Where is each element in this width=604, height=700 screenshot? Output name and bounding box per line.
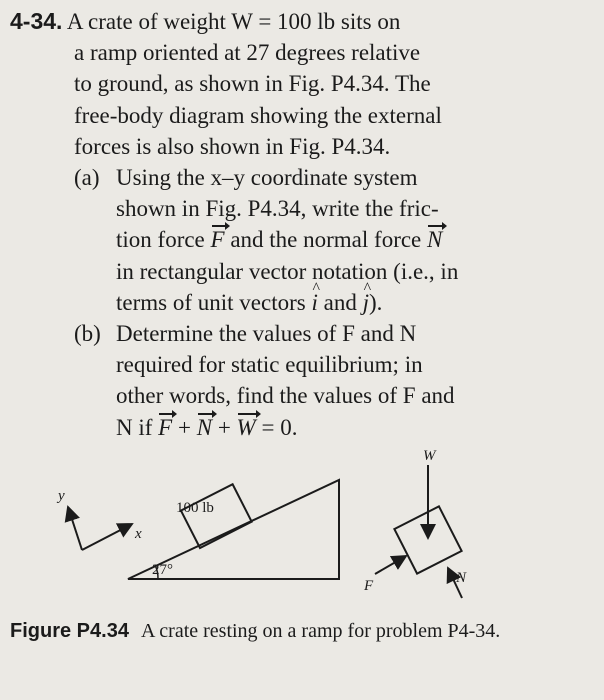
figure-number: Figure P4.34	[10, 620, 129, 642]
figure-p4-34	[0, 440, 604, 620]
part-b-text-1: Determine the values of F and N	[116, 321, 417, 347]
force-N-label: N	[456, 570, 467, 586]
part-a-line-2: shown in Fig. P4.34, write the fric-	[116, 196, 439, 222]
unit-vector-i: i ^	[311, 287, 317, 318]
caption-text: A crate resting on a ramp for problem P4-34.	[140, 620, 501, 642]
force-F-label: F	[364, 578, 374, 594]
crate-label: 100 lb	[176, 500, 214, 516]
part-a-line-3: tion force F and the normal force N	[10, 224, 596, 255]
axis-x	[82, 524, 132, 550]
part-a-text-1: Using the x–y coordinate system	[116, 165, 418, 191]
problem-line-5: forces is also shown in Fig. P4.34.	[74, 133, 391, 159]
figure-drawing	[0, 440, 604, 620]
vector-N: N	[427, 224, 442, 255]
problem-line-4: free-body diagram showing the external	[74, 102, 442, 128]
problem-line-2: a ramp oriented at 27 degrees relative	[74, 40, 421, 66]
part-a-line-4: in rectangular vector notation (i.e., in	[116, 258, 459, 284]
axis-x-label: x	[135, 526, 142, 542]
vector-F-sum: F	[158, 412, 172, 443]
vector-N-sum: N	[197, 412, 212, 443]
vector-F: F	[211, 224, 225, 255]
part-a-label: (a)	[74, 165, 100, 191]
part-b-line-3: other words, find the values of F and	[116, 383, 455, 409]
axis-y	[68, 507, 82, 550]
problem-line-3: to ground, as shown in Fig. P4.34. The	[74, 71, 431, 97]
force-W-label: W	[423, 448, 436, 464]
unit-vector-j: j ^	[363, 287, 369, 318]
force-F-arrow	[375, 556, 406, 574]
problem-text-1: A crate of weight W = 100 lb sits on	[66, 9, 401, 34]
part-b-line-2: required for static equilibrium; in	[116, 352, 423, 378]
figure-caption	[10, 618, 570, 644]
part-b-label: (b)	[74, 321, 101, 347]
part-b-line-1	[10, 318, 596, 349]
problem-statement	[10, 6, 596, 443]
vector-W-sum: W	[237, 412, 256, 443]
part-a-line-5: terms of unit vectors i ^ and j ^).	[10, 287, 596, 318]
problem-number: 4-34.	[10, 8, 63, 34]
problem-line-1	[10, 6, 596, 37]
axis-y-label: y	[58, 488, 65, 504]
part-a-line-1	[10, 162, 596, 193]
part-b-line-4: N if F + N + W = 0.	[10, 412, 596, 443]
angle-label: 27°	[152, 562, 173, 578]
